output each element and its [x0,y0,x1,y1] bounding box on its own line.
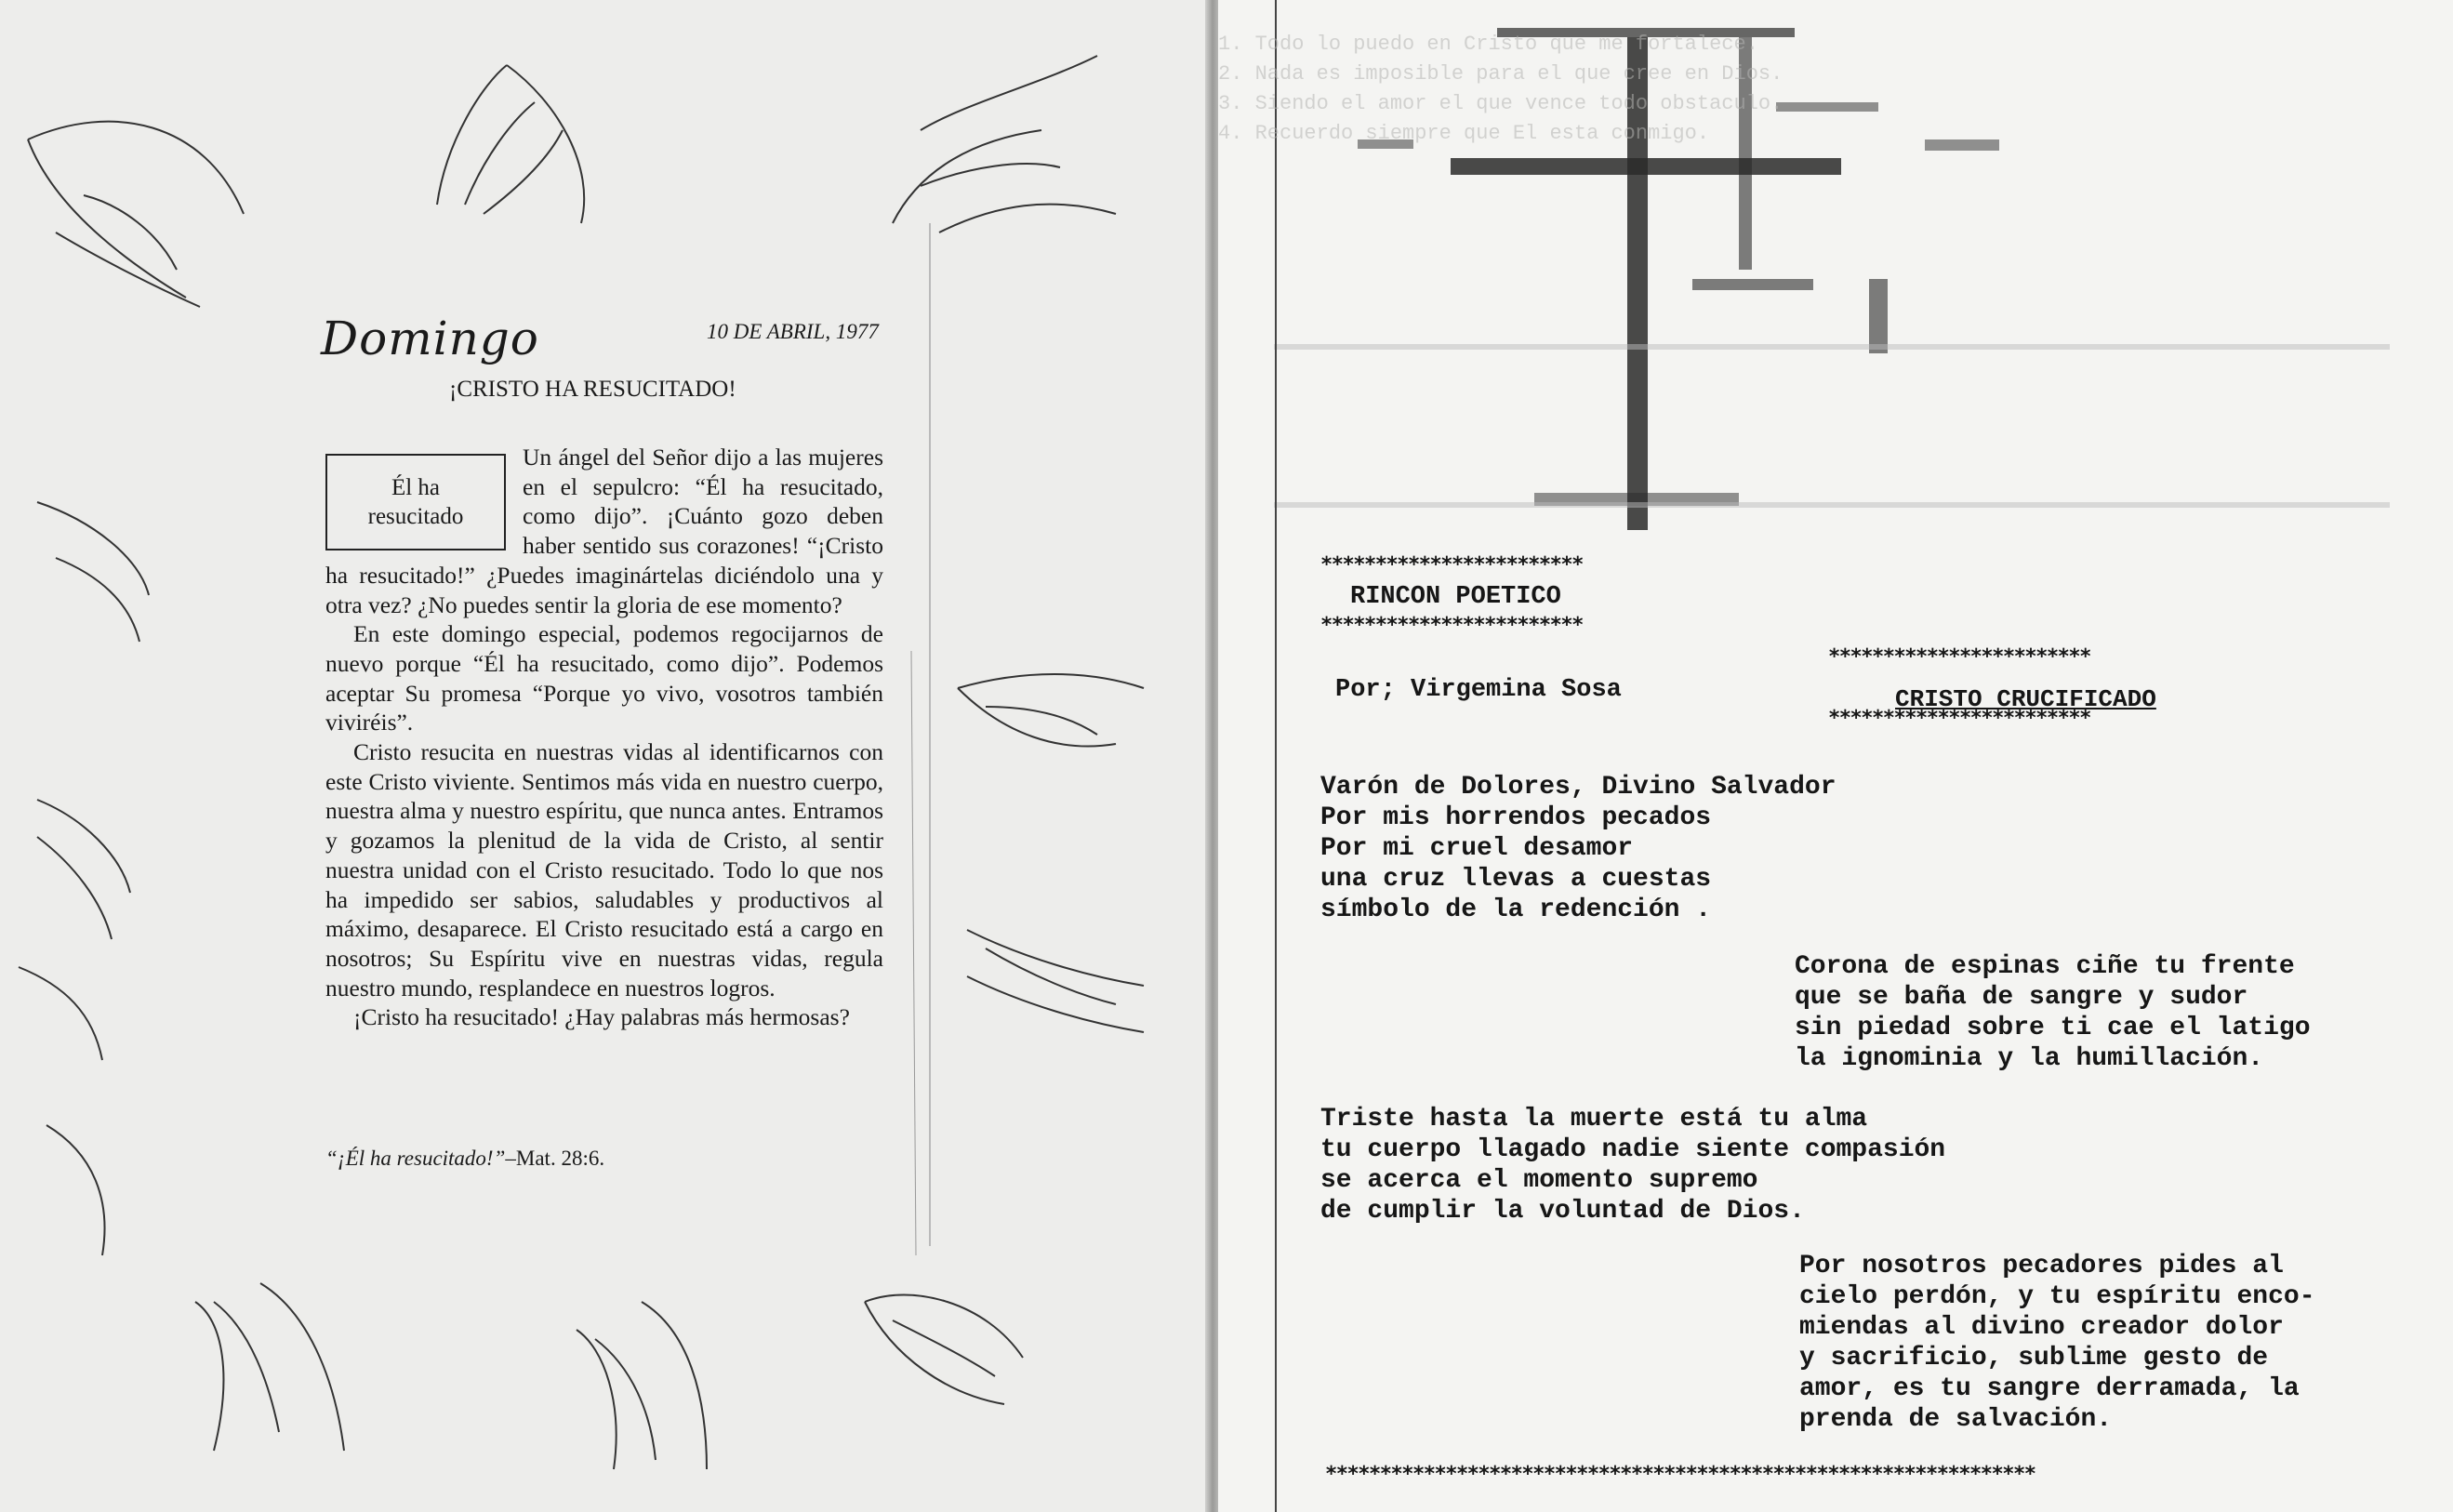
stanza-1-line: Por mis horrendos pecados [1320,803,1712,832]
stanza-4 [1799,1251,2315,1435]
stanza-3-line: se acerca el momento supremo [1320,1166,1758,1195]
box-line-2: resucitado [367,504,464,529]
box-spacer [325,443,523,554]
citation [325,1147,604,1171]
stars-rule-2: ************************ [1320,614,1583,637]
stanza-4-line: prenda de salvación. [1799,1405,2113,1434]
stanza-2-line: que se baña de sangre y sudor [1795,983,2248,1012]
stanza-3-line: de cumplir la voluntad de Dios. [1320,1197,1805,1226]
stanza-1-line: Varón de Dolores, Divino Salvador [1320,773,1836,802]
left-page [0,0,1209,1512]
stanza-1-line: símbolo de la redención . [1320,895,1712,924]
citation-quote: “¡Él ha resucitado!” [325,1147,506,1170]
stanza-3-line: tu cuerpo llagado nadie siente compasión [1320,1135,1946,1164]
stanza-2-line: la ignominia y la humillación. [1795,1044,2264,1073]
stanza-2 [1795,951,2311,1074]
author: Por; Virgemina Sosa [1335,676,1622,704]
paragraph-4: ¡Cristo ha resucitado! ¿Hay palabras más hermosas? [353,1003,850,1031]
stars-rule-4: ************************ [1828,707,2090,730]
heading: ¡CRISTO HA RESUCITADO! [449,377,736,402]
citation-ref: –Mat. 28:6. [505,1147,605,1170]
bleed-through-text: 1. Todo lo puedo en Cristo que me fortalece. 2. Nada es imposible para el que cree en Dios. 3. Siendo el amor el que vence todo obstaculo. 4. Recuerdo siempre que El esta conmigo. [1218,33,1783,145]
stanza-3-line: Triste hasta la muerte está tu alma [1320,1105,1868,1134]
stanza-4-line: miendas al divino creador dolor [1799,1313,2284,1342]
stanza-1 [1320,772,1836,925]
stars-rule-1: ************************ [1320,553,1583,577]
stars-rule-bottom: ***************************************************************** [1325,1463,2035,1486]
box-line-1: Él ha [391,474,441,500]
paragraph-1: Un ángel del Señor dijo a las mujeres en el sepulcro: “Él ha resucitado, como dijo”. ¡Cuánto gozo deben haber sentido sus corazones! “¡Cristo ha resucitado!” ¿Puedes imaginártelas diciéndolo una y otra vez? ¿No puedes sentir la gloria de ese momento? [325,444,883,618]
paragraph-2: En este domingo especial, podemos regocijarnos de nuevo porque “Él ha resucitado, como dijo”. Podemos aceptar Su promesa “Porque yo vivo, vosotros también viviréis”. [325,620,883,736]
stanza-2-line: sin piedad sobre ti cae el latigo [1795,1014,2311,1042]
stanza-1-line: Por mi cruel desamor [1320,834,1634,863]
section-title: RINCON POETICO [1350,583,1561,611]
stanza-4-line: cielo perdón, y tu espíritu enco- [1799,1282,2315,1311]
poem-title: CRISTO CRUCIFICADO [1895,685,2156,713]
stanza-2-line: Corona de espinas ciñe tu frente [1795,952,2295,981]
stanza-4-line: amor, es tu sangre derramada, la [1799,1374,2300,1403]
stanza-4-line: Por nosotros pecadores pides al [1799,1252,2284,1280]
date: 10 DE ABRIL, 1977 [707,320,879,343]
stanza-4-line: y sacrificio, sublime gesto de [1799,1344,2269,1373]
paragraph-3: Cristo resucita en nuestras vidas al identificarnos con este Cristo viviente. Sentimos más vida en nuestro cuerpo, nuestra alma y nuestro espíritu, que nunca antes. Entramos y gozamos la plenitud de la vida de Cristo, al sentir nuestra unidad con el Cristo resucitado. Todo lo que nos ha impedido ser sabios, saludables y productivos al máximo, desaparece. El Cristo resucitado está a cargo en nosotros; Su Espíritu vive en nuestras vidas, regula nuestro mundo, resplandece en nuestros logros. [325,738,883,1001]
body-text [325,443,883,1032]
day-title: Domingo [321,312,539,365]
stanza-1-line: una cruz llevas a cuestas [1320,865,1712,894]
stanza-3 [1320,1104,1945,1227]
stars-rule-3: ************************ [1828,645,2090,669]
